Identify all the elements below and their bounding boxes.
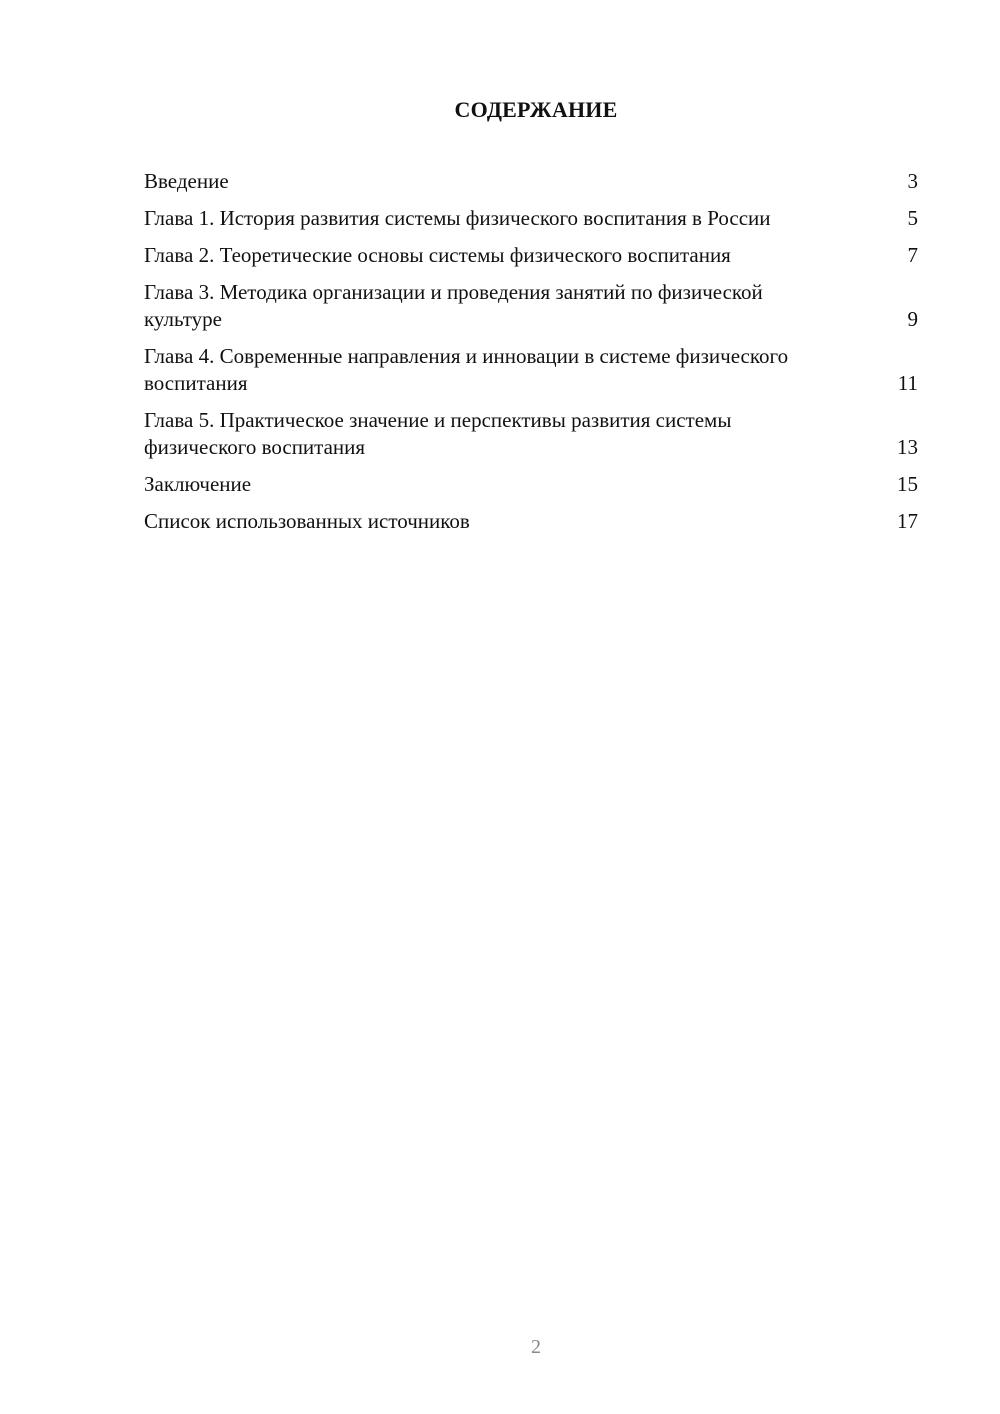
- toc-entry[interactable]: [144, 205, 918, 232]
- toc-entry[interactable]: [144, 168, 918, 195]
- toc-entry-title: Глава 3. Методика организации и проведения занятий по физической культуре: [144, 280, 763, 331]
- toc-entry[interactable]: [144, 407, 918, 461]
- toc-entry-page: 17: [897, 509, 918, 533]
- toc-entry-title: Глава 4. Современные направления и инновации в системе физического воспитания: [144, 344, 789, 395]
- table-of-contents: [144, 168, 918, 545]
- toc-entry-page: 15: [897, 472, 918, 496]
- toc-entry-title: Введение: [144, 169, 229, 193]
- toc-entry-page: 9: [907, 307, 918, 331]
- toc-entry[interactable]: [144, 343, 918, 397]
- toc-entry-page: 13: [897, 435, 918, 459]
- toc-entry-title: Глава 5. Практическое значение и перспективы развития системы физического воспитания: [144, 408, 732, 459]
- toc-entry[interactable]: [144, 508, 918, 535]
- toc-entry-page: 7: [907, 243, 918, 267]
- toc-entry-title: Глава 1. История развития системы физического воспитания в России: [144, 206, 771, 230]
- toc-entry-page: 5: [907, 206, 918, 230]
- toc-entry-page: 3: [907, 169, 918, 193]
- page-title: СОДЕРЖАНИЕ: [454, 97, 618, 122]
- toc-entry[interactable]: [144, 279, 918, 333]
- toc-entry-page: 11: [897, 371, 918, 395]
- page-number: 2: [531, 1336, 541, 1358]
- toc-entry[interactable]: [144, 471, 918, 498]
- toc-entry[interactable]: [144, 242, 918, 269]
- toc-entry-title: Заключение: [144, 472, 252, 496]
- toc-entry-title: Глава 2. Теоретические основы системы физического воспитания: [144, 243, 731, 267]
- toc-entry-title: Список использованных источников: [144, 509, 470, 533]
